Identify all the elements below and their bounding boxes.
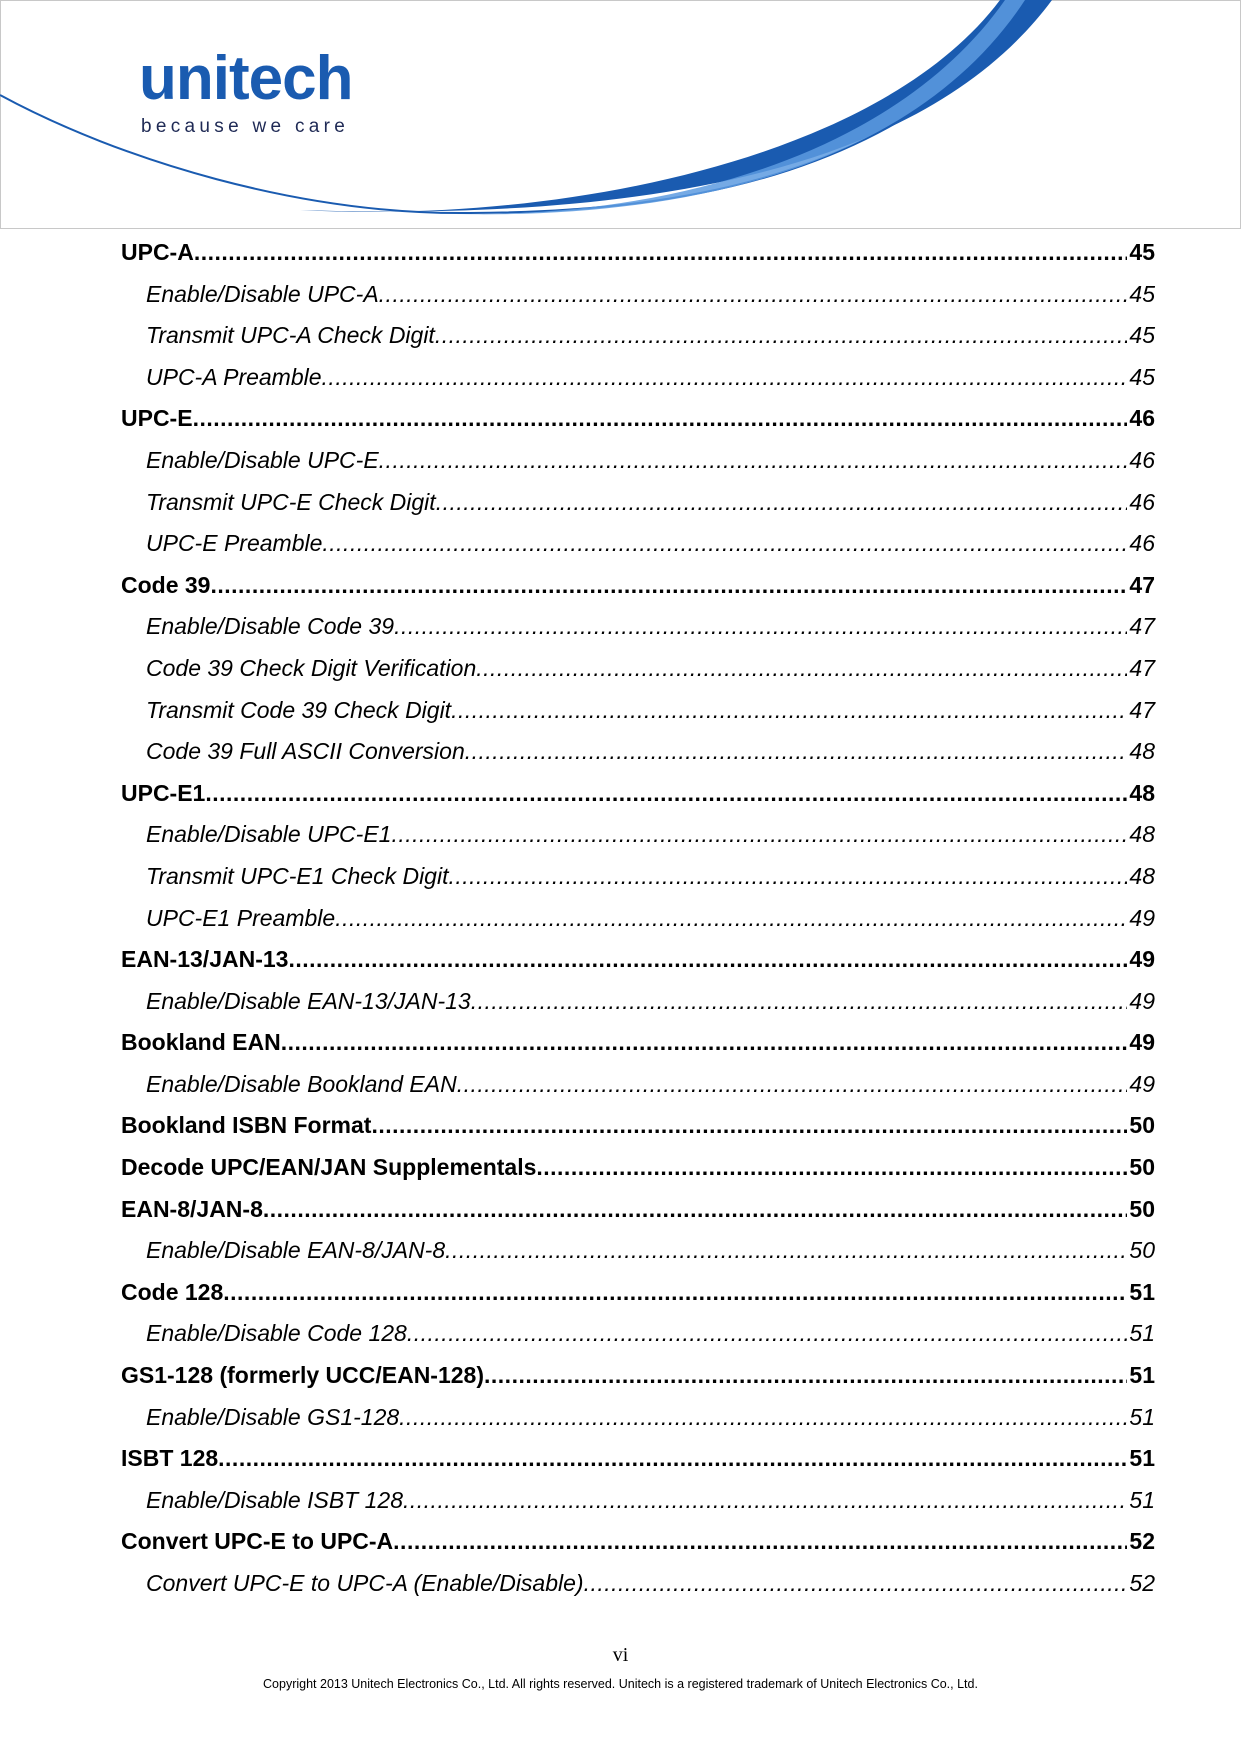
toc-dot-leader bbox=[445, 1230, 1127, 1272]
swoosh-band-dark bbox=[300, 0, 1052, 212]
toc-section-entry[interactable] bbox=[121, 1521, 1155, 1563]
toc-entry-page-number: 48 bbox=[1129, 738, 1155, 765]
toc-subsection-entry[interactable] bbox=[121, 981, 1155, 1023]
toc-section-entry[interactable] bbox=[121, 1272, 1155, 1314]
toc-subsection-entry[interactable] bbox=[121, 1563, 1155, 1605]
table-of-contents bbox=[121, 232, 1155, 1605]
toc-subsection-entry[interactable] bbox=[121, 814, 1155, 856]
toc-entry-title: Transmit UPC-A Check Digit bbox=[146, 322, 435, 349]
toc-entry-title: UPC-E1 bbox=[121, 779, 206, 806]
toc-entry-page-number: 45 bbox=[1129, 280, 1155, 307]
toc-entry-page-number: 51 bbox=[1129, 1445, 1155, 1472]
toc-entry-page-number: 49 bbox=[1129, 904, 1155, 931]
toc-entry-title: Enable/Disable UPC-E bbox=[146, 446, 379, 473]
toc-entry-title: Code 39 Check Digit Verification bbox=[146, 654, 477, 681]
toc-entry-title: Enable/Disable GS1-128 bbox=[146, 1403, 400, 1430]
toc-entry-page-number: 46 bbox=[1129, 446, 1155, 473]
toc-dot-leader bbox=[218, 1438, 1127, 1480]
toc-subsection-entry[interactable] bbox=[121, 648, 1155, 690]
toc-dot-leader bbox=[391, 814, 1127, 856]
toc-dot-leader bbox=[379, 274, 1128, 316]
toc-section-entry[interactable] bbox=[121, 1438, 1155, 1480]
toc-entry-page-number: 48 bbox=[1129, 821, 1155, 848]
toc-entry-page-number: 45 bbox=[1129, 363, 1155, 390]
toc-entry-title: GS1-128 (formerly UCC/EAN-128) bbox=[121, 1362, 485, 1389]
toc-entry-title: UPC-A Preamble bbox=[146, 363, 322, 390]
toc-section-entry[interactable] bbox=[121, 939, 1155, 981]
toc-subsection-entry[interactable] bbox=[121, 690, 1155, 732]
toc-dot-leader bbox=[205, 773, 1127, 815]
toc-subsection-entry[interactable] bbox=[121, 357, 1155, 399]
toc-entry-page-number: 48 bbox=[1129, 862, 1155, 889]
toc-subsection-entry[interactable] bbox=[121, 1313, 1155, 1355]
toc-dot-leader bbox=[584, 1563, 1128, 1605]
toc-section-entry[interactable] bbox=[121, 1355, 1155, 1397]
toc-section-entry[interactable] bbox=[121, 1147, 1155, 1189]
toc-entry-title: Bookland EAN bbox=[121, 1029, 281, 1056]
toc-entry-title: UPC-A bbox=[121, 239, 194, 265]
toc-entry-page-number: 46 bbox=[1129, 530, 1155, 557]
toc-entry-page-number: 46 bbox=[1129, 405, 1155, 432]
toc-entry-title: Bookland ISBN Format bbox=[121, 1112, 372, 1139]
toc-entry-title: Transmit UPC-E Check Digit bbox=[146, 488, 436, 515]
toc-entry-title: UPC-E bbox=[121, 405, 193, 432]
toc-entry-title: Enable/Disable Code 39 bbox=[146, 613, 395, 640]
page-number: vi bbox=[612, 1644, 629, 1666]
toc-entry-title: Code 39 Full ASCII Conversion bbox=[146, 738, 465, 765]
toc-entry-page-number: 49 bbox=[1129, 1029, 1155, 1056]
toc-entry-page-number: 45 bbox=[1129, 239, 1155, 265]
toc-section-entry[interactable] bbox=[121, 773, 1155, 815]
toc-subsection-entry[interactable] bbox=[121, 274, 1155, 316]
toc-dot-leader bbox=[288, 939, 1127, 981]
toc-subsection-entry[interactable] bbox=[121, 856, 1155, 898]
toc-dot-leader bbox=[407, 1313, 1128, 1355]
toc-dot-leader bbox=[263, 1189, 1128, 1231]
toc-entry-page-number: 47 bbox=[1129, 613, 1155, 640]
toc-subsection-entry[interactable] bbox=[121, 523, 1155, 565]
toc-entry-title: Enable/Disable ISBT 128 bbox=[146, 1486, 403, 1513]
toc-entry-page-number: 52 bbox=[1129, 1570, 1155, 1596]
toc-section-entry[interactable] bbox=[121, 565, 1155, 607]
toc-entry-page-number: 52 bbox=[1129, 1528, 1155, 1555]
toc-entry-page-number: 49 bbox=[1129, 1070, 1155, 1097]
toc-entry-title: Enable/Disable EAN-13/JAN-13 bbox=[146, 987, 471, 1014]
header-swoosh-graphic bbox=[0, 0, 1241, 230]
toc-entry-title: EAN-8/JAN-8 bbox=[121, 1195, 263, 1222]
toc-entry-page-number: 47 bbox=[1129, 654, 1155, 681]
toc-entry-page-number: 51 bbox=[1129, 1362, 1155, 1389]
toc-dot-leader bbox=[394, 606, 1127, 648]
toc-entry-title: Enable/Disable Code 128 bbox=[146, 1320, 407, 1347]
toc-section-entry[interactable] bbox=[121, 232, 1155, 274]
toc-dot-leader bbox=[403, 1480, 1127, 1522]
toc-section-entry[interactable] bbox=[121, 1189, 1155, 1231]
toc-entry-title: Enable/Disable UPC-E1 bbox=[146, 821, 392, 848]
toc-dot-leader bbox=[281, 1022, 1128, 1064]
toc-entry-title: Convert UPC-E to UPC-A (Enable/Disable) bbox=[146, 1570, 584, 1596]
toc-dot-leader bbox=[465, 731, 1128, 773]
toc-dot-leader bbox=[371, 1105, 1127, 1147]
toc-dot-leader bbox=[322, 357, 1128, 399]
toc-subsection-entry[interactable] bbox=[121, 731, 1155, 773]
toc-dot-leader bbox=[451, 690, 1127, 732]
toc-entry-title: Transmit UPC-E1 Check Digit bbox=[146, 862, 449, 889]
toc-dot-leader bbox=[393, 1521, 1127, 1563]
toc-dot-leader bbox=[484, 1355, 1127, 1397]
toc-entry-title: Code 128 bbox=[121, 1278, 224, 1305]
toc-subsection-entry[interactable] bbox=[121, 440, 1155, 482]
toc-entry-page-number: 50 bbox=[1129, 1237, 1155, 1264]
toc-entry-page-number: 47 bbox=[1129, 571, 1155, 598]
toc-entry-page-number: 50 bbox=[1129, 1112, 1155, 1139]
toc-dot-leader bbox=[476, 648, 1127, 690]
toc-entry-page-number: 49 bbox=[1129, 987, 1155, 1014]
logo-tagline: because we care bbox=[141, 116, 350, 137]
toc-subsection-entry[interactable] bbox=[121, 482, 1155, 524]
toc-section-entry[interactable] bbox=[121, 1105, 1155, 1147]
toc-subsection-entry[interactable] bbox=[121, 898, 1155, 940]
toc-entry-title: UPC-E1 Preamble bbox=[146, 904, 336, 931]
toc-entry-title: Enable/Disable Bookland EAN bbox=[146, 1070, 457, 1097]
toc-dot-leader bbox=[448, 856, 1127, 898]
toc-dot-leader bbox=[223, 1272, 1127, 1314]
toc-entry-title: UPC-E Preamble bbox=[146, 530, 323, 557]
toc-entry-title: EAN-13/JAN-13 bbox=[121, 946, 289, 973]
toc-entry-title: Convert UPC-E to UPC-A bbox=[121, 1528, 394, 1555]
toc-entry-page-number: 51 bbox=[1129, 1278, 1155, 1305]
toc-dot-leader bbox=[399, 1397, 1127, 1439]
toc-dot-leader bbox=[457, 1064, 1128, 1106]
toc-dot-leader bbox=[536, 1147, 1127, 1189]
toc-entry-title: Transmit Code 39 Check Digit bbox=[146, 696, 452, 723]
toc-dot-leader bbox=[335, 898, 1127, 940]
toc-dot-leader bbox=[193, 398, 1128, 440]
toc-entry-page-number: 51 bbox=[1129, 1403, 1155, 1430]
toc-dot-leader bbox=[436, 482, 1128, 524]
toc-entry-title: ISBT 128 bbox=[121, 1445, 219, 1472]
toc-entry-page-number: 50 bbox=[1129, 1154, 1155, 1181]
toc-dot-leader bbox=[322, 523, 1127, 565]
toc-entry-page-number: 50 bbox=[1129, 1195, 1155, 1222]
toc-section-entry[interactable] bbox=[121, 1022, 1155, 1064]
swoosh-band-light bbox=[450, 0, 1025, 214]
unitech-logo: unitech bbox=[139, 44, 353, 113]
toc-entry-title: Enable/Disable EAN-8/JAN-8 bbox=[146, 1237, 446, 1264]
toc-subsection-entry[interactable] bbox=[121, 1230, 1155, 1272]
toc-section-entry[interactable] bbox=[121, 398, 1155, 440]
toc-dot-leader bbox=[210, 565, 1127, 607]
toc-entry-title: Decode UPC/EAN/JAN Supplementals bbox=[121, 1154, 537, 1181]
toc-entry-page-number: 45 bbox=[1129, 322, 1155, 349]
toc-subsection-entry[interactable] bbox=[121, 1397, 1155, 1439]
toc-subsection-entry[interactable] bbox=[121, 1480, 1155, 1522]
copyright-notice: Copyright 2013 Unitech Electronics Co., Ltd. All rights reserved. Unitech is a registered trademark of Unitech Electronics Co., Ltd. bbox=[263, 1677, 978, 1691]
toc-dot-leader bbox=[471, 981, 1128, 1023]
toc-dot-leader bbox=[379, 440, 1128, 482]
toc-subsection-entry[interactable] bbox=[121, 315, 1155, 357]
toc-subsection-entry[interactable] bbox=[121, 606, 1155, 648]
toc-entry-page-number: 51 bbox=[1129, 1320, 1155, 1347]
toc-entry-page-number: 48 bbox=[1129, 779, 1155, 806]
toc-dot-leader bbox=[435, 315, 1128, 357]
toc-entry-page-number: 46 bbox=[1129, 488, 1155, 515]
toc-entry-page-number: 49 bbox=[1129, 946, 1155, 973]
toc-entry-page-number: 47 bbox=[1129, 696, 1155, 723]
toc-entry-title: Code 39 bbox=[121, 571, 211, 598]
toc-entry-title: Enable/Disable UPC-A bbox=[146, 280, 379, 307]
toc-subsection-entry[interactable] bbox=[121, 1064, 1155, 1106]
toc-dot-leader bbox=[194, 232, 1128, 274]
toc-entry-page-number: 51 bbox=[1129, 1486, 1155, 1513]
